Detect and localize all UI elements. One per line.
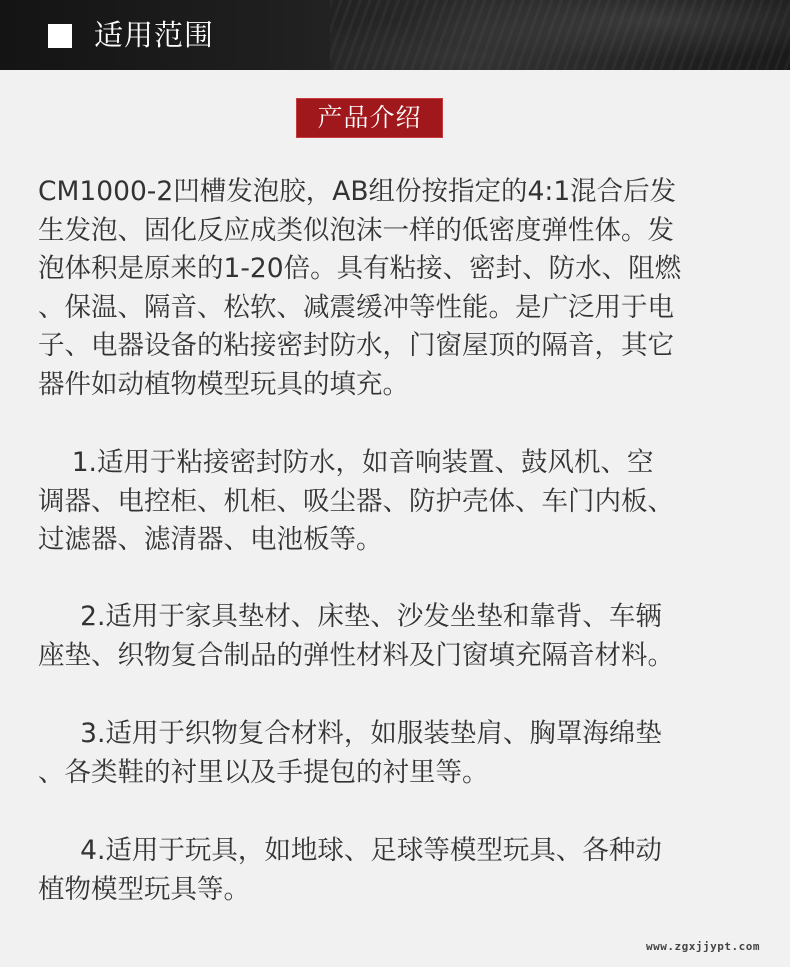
usage-line: 3.适用于织物复合材料，如服装垫肩、胸罩海绵垫 (38, 718, 662, 749)
usage-item-3 (38, 715, 758, 792)
intro-line: 器件如动植物模型玩具的填充。 (38, 368, 409, 400)
intro-line: 泡体积是原来的1-20倍。具有粘接、密封、防水、阻燃 (38, 253, 682, 284)
usage-line: 植物模型玩具等。 (38, 873, 250, 905)
section-header (0, 0, 790, 70)
intro-line: CM1000-2凹槽发泡胶，AB组份按指定的4:1混合后发 (38, 176, 677, 207)
intro-line: 、保温、隔音、松软、减震缓冲等性能。是广泛用于电 (38, 291, 674, 323)
usage-line: 1.适用于粘接密封防水，如音响装置、鼓风机、空 (38, 447, 654, 478)
usage-line: 2.适用于家具垫材、床垫、沙发坐垫和靠背、车辆 (38, 601, 662, 632)
header-background-texture (330, 0, 790, 70)
watermark-url: www.zgxjjypt.com (646, 940, 760, 953)
intro-paragraph (38, 173, 758, 404)
usage-line: 、各类鞋的衬里以及手提包的衬里等。 (38, 756, 489, 788)
product-intro-badge: 产品介绍 (296, 98, 443, 138)
usage-line: 调器、电控柜、机柜、吸尘器、防护壳体、车门内板、 (38, 485, 674, 517)
section-title: 适用范围 (94, 18, 215, 52)
usage-line: 4.适用于玩具，如地球、足球等模型玩具、各种动 (38, 835, 662, 866)
usage-line: 座垫、织物复合制品的弹性材料及门窗填充隔音材料。 (38, 639, 674, 671)
usage-line: 过滤器、滤清器、电池板等。 (38, 524, 383, 555)
usage-item-2 (38, 598, 758, 675)
intro-line: 生发泡、固化反应成类似泡沫一样的低密度弹性体。发 (38, 214, 674, 246)
intro-line: 子、电器设备的粘接密封防水，门窗屋顶的隔音，其它 (38, 330, 674, 361)
usage-item-1 (38, 444, 758, 560)
usage-item-4 (38, 832, 758, 909)
square-icon (48, 24, 72, 48)
